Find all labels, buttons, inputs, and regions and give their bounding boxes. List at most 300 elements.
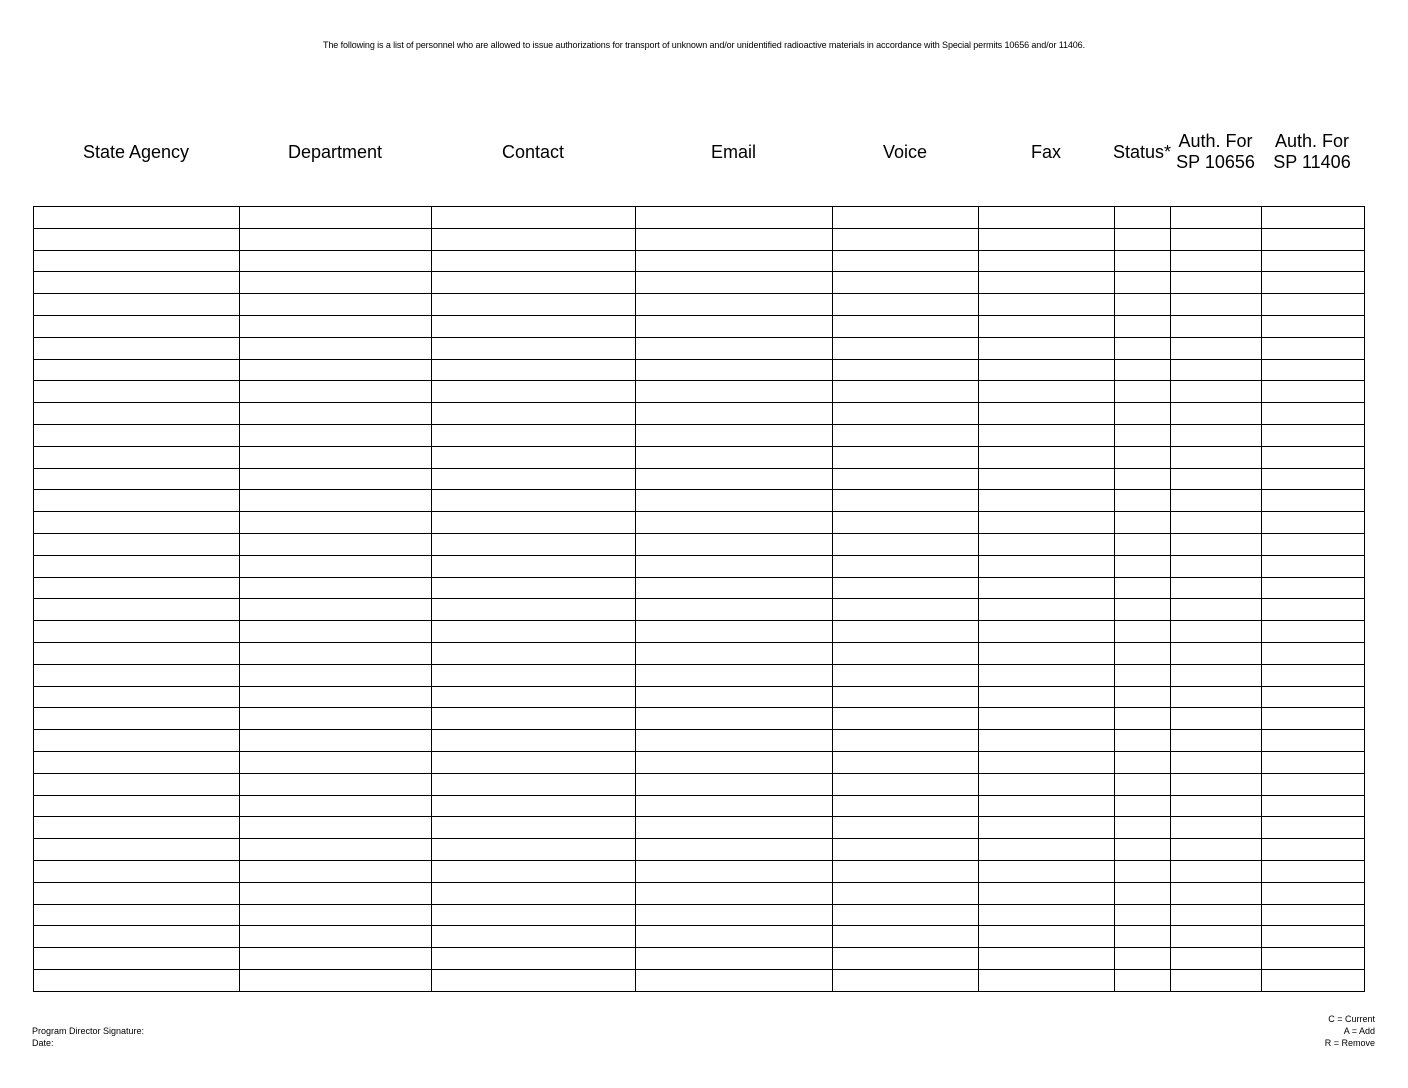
- cell-auth-sp-11406[interactable]: [1262, 599, 1365, 621]
- cell-voice[interactable]: [833, 642, 979, 664]
- cell-auth-sp-11406[interactable]: [1262, 664, 1365, 686]
- cell-voice[interactable]: [833, 730, 979, 752]
- cell-status[interactable]: [1115, 882, 1171, 904]
- cell-auth-sp-11406[interactable]: [1262, 773, 1365, 795]
- cell-department[interactable]: [240, 337, 432, 359]
- cell-auth-sp-11406[interactable]: [1262, 272, 1365, 294]
- cell-contact[interactable]: [432, 381, 636, 403]
- cell-state-agency[interactable]: [34, 228, 240, 250]
- cell-auth-sp-10656[interactable]: [1171, 686, 1262, 708]
- cell-auth-sp-11406[interactable]: [1262, 512, 1365, 534]
- cell-status[interactable]: [1115, 381, 1171, 403]
- cell-auth-sp-10656[interactable]: [1171, 228, 1262, 250]
- cell-auth-sp-10656[interactable]: [1171, 315, 1262, 337]
- cell-auth-sp-10656[interactable]: [1171, 424, 1262, 446]
- cell-contact[interactable]: [432, 969, 636, 991]
- cell-voice[interactable]: [833, 904, 979, 926]
- cell-fax[interactable]: [979, 359, 1115, 381]
- cell-status[interactable]: [1115, 490, 1171, 512]
- cell-voice[interactable]: [833, 839, 979, 861]
- cell-department[interactable]: [240, 686, 432, 708]
- cell-voice[interactable]: [833, 207, 979, 229]
- cell-voice[interactable]: [833, 555, 979, 577]
- cell-email[interactable]: [636, 468, 833, 490]
- cell-fax[interactable]: [979, 446, 1115, 468]
- cell-contact[interactable]: [432, 250, 636, 272]
- cell-auth-sp-11406[interactable]: [1262, 555, 1365, 577]
- cell-auth-sp-10656[interactable]: [1171, 490, 1262, 512]
- cell-auth-sp-10656[interactable]: [1171, 337, 1262, 359]
- cell-voice[interactable]: [833, 686, 979, 708]
- cell-contact[interactable]: [432, 751, 636, 773]
- cell-department[interactable]: [240, 555, 432, 577]
- cell-auth-sp-11406[interactable]: [1262, 315, 1365, 337]
- cell-email[interactable]: [636, 315, 833, 337]
- cell-department[interactable]: [240, 512, 432, 534]
- cell-auth-sp-10656[interactable]: [1171, 446, 1262, 468]
- cell-contact[interactable]: [432, 490, 636, 512]
- cell-fax[interactable]: [979, 882, 1115, 904]
- cell-fax[interactable]: [979, 555, 1115, 577]
- cell-department[interactable]: [240, 839, 432, 861]
- cell-state-agency[interactable]: [34, 294, 240, 316]
- cell-voice[interactable]: [833, 708, 979, 730]
- cell-state-agency[interactable]: [34, 446, 240, 468]
- cell-email[interactable]: [636, 359, 833, 381]
- cell-fax[interactable]: [979, 424, 1115, 446]
- cell-state-agency[interactable]: [34, 926, 240, 948]
- cell-status[interactable]: [1115, 926, 1171, 948]
- cell-email[interactable]: [636, 577, 833, 599]
- cell-state-agency[interactable]: [34, 904, 240, 926]
- cell-auth-sp-10656[interactable]: [1171, 250, 1262, 272]
- cell-email[interactable]: [636, 381, 833, 403]
- cell-state-agency[interactable]: [34, 839, 240, 861]
- cell-auth-sp-11406[interactable]: [1262, 468, 1365, 490]
- cell-auth-sp-11406[interactable]: [1262, 403, 1365, 425]
- cell-auth-sp-10656[interactable]: [1171, 577, 1262, 599]
- cell-auth-sp-10656[interactable]: [1171, 664, 1262, 686]
- cell-voice[interactable]: [833, 664, 979, 686]
- cell-voice[interactable]: [833, 621, 979, 643]
- cell-contact[interactable]: [432, 468, 636, 490]
- cell-department[interactable]: [240, 446, 432, 468]
- cell-status[interactable]: [1115, 686, 1171, 708]
- cell-fax[interactable]: [979, 817, 1115, 839]
- cell-contact[interactable]: [432, 294, 636, 316]
- cell-status[interactable]: [1115, 621, 1171, 643]
- cell-voice[interactable]: [833, 795, 979, 817]
- cell-contact[interactable]: [432, 272, 636, 294]
- cell-auth-sp-10656[interactable]: [1171, 359, 1262, 381]
- cell-contact[interactable]: [432, 621, 636, 643]
- cell-auth-sp-10656[interactable]: [1171, 969, 1262, 991]
- cell-status[interactable]: [1115, 948, 1171, 970]
- cell-contact[interactable]: [432, 773, 636, 795]
- cell-department[interactable]: [240, 664, 432, 686]
- cell-auth-sp-11406[interactable]: [1262, 381, 1365, 403]
- cell-email[interactable]: [636, 904, 833, 926]
- cell-auth-sp-10656[interactable]: [1171, 533, 1262, 555]
- cell-department[interactable]: [240, 751, 432, 773]
- cell-auth-sp-10656[interactable]: [1171, 294, 1262, 316]
- cell-state-agency[interactable]: [34, 272, 240, 294]
- cell-auth-sp-11406[interactable]: [1262, 359, 1365, 381]
- cell-auth-sp-11406[interactable]: [1262, 751, 1365, 773]
- cell-fax[interactable]: [979, 468, 1115, 490]
- cell-email[interactable]: [636, 207, 833, 229]
- cell-voice[interactable]: [833, 817, 979, 839]
- cell-status[interactable]: [1115, 904, 1171, 926]
- cell-auth-sp-10656[interactable]: [1171, 468, 1262, 490]
- cell-auth-sp-10656[interactable]: [1171, 926, 1262, 948]
- cell-contact[interactable]: [432, 860, 636, 882]
- cell-state-agency[interactable]: [34, 773, 240, 795]
- cell-contact[interactable]: [432, 403, 636, 425]
- cell-department[interactable]: [240, 577, 432, 599]
- cell-fax[interactable]: [979, 904, 1115, 926]
- cell-email[interactable]: [636, 446, 833, 468]
- cell-email[interactable]: [636, 948, 833, 970]
- cell-email[interactable]: [636, 250, 833, 272]
- cell-contact[interactable]: [432, 642, 636, 664]
- cell-auth-sp-11406[interactable]: [1262, 228, 1365, 250]
- cell-email[interactable]: [636, 795, 833, 817]
- cell-department[interactable]: [240, 228, 432, 250]
- cell-auth-sp-11406[interactable]: [1262, 337, 1365, 359]
- cell-status[interactable]: [1115, 403, 1171, 425]
- cell-auth-sp-11406[interactable]: [1262, 708, 1365, 730]
- cell-department[interactable]: [240, 621, 432, 643]
- cell-email[interactable]: [636, 533, 833, 555]
- cell-auth-sp-11406[interactable]: [1262, 621, 1365, 643]
- cell-status[interactable]: [1115, 642, 1171, 664]
- cell-state-agency[interactable]: [34, 490, 240, 512]
- cell-fax[interactable]: [979, 599, 1115, 621]
- cell-voice[interactable]: [833, 948, 979, 970]
- cell-fax[interactable]: [979, 228, 1115, 250]
- cell-auth-sp-11406[interactable]: [1262, 795, 1365, 817]
- cell-auth-sp-11406[interactable]: [1262, 577, 1365, 599]
- cell-fax[interactable]: [979, 860, 1115, 882]
- cell-department[interactable]: [240, 250, 432, 272]
- cell-contact[interactable]: [432, 686, 636, 708]
- cell-auth-sp-11406[interactable]: [1262, 424, 1365, 446]
- cell-voice[interactable]: [833, 533, 979, 555]
- cell-voice[interactable]: [833, 424, 979, 446]
- cell-department[interactable]: [240, 424, 432, 446]
- cell-status[interactable]: [1115, 359, 1171, 381]
- cell-voice[interactable]: [833, 512, 979, 534]
- cell-auth-sp-10656[interactable]: [1171, 207, 1262, 229]
- cell-contact[interactable]: [432, 664, 636, 686]
- cell-contact[interactable]: [432, 882, 636, 904]
- cell-voice[interactable]: [833, 926, 979, 948]
- cell-voice[interactable]: [833, 381, 979, 403]
- cell-status[interactable]: [1115, 969, 1171, 991]
- cell-contact[interactable]: [432, 795, 636, 817]
- cell-department[interactable]: [240, 533, 432, 555]
- cell-auth-sp-10656[interactable]: [1171, 708, 1262, 730]
- cell-email[interactable]: [636, 424, 833, 446]
- cell-email[interactable]: [636, 272, 833, 294]
- cell-state-agency[interactable]: [34, 207, 240, 229]
- cell-state-agency[interactable]: [34, 751, 240, 773]
- cell-fax[interactable]: [979, 948, 1115, 970]
- cell-status[interactable]: [1115, 860, 1171, 882]
- cell-fax[interactable]: [979, 642, 1115, 664]
- cell-state-agency[interactable]: [34, 359, 240, 381]
- cell-contact[interactable]: [432, 533, 636, 555]
- cell-department[interactable]: [240, 599, 432, 621]
- cell-fax[interactable]: [979, 839, 1115, 861]
- cell-contact[interactable]: [432, 228, 636, 250]
- cell-fax[interactable]: [979, 577, 1115, 599]
- cell-auth-sp-11406[interactable]: [1262, 250, 1365, 272]
- cell-department[interactable]: [240, 207, 432, 229]
- cell-fax[interactable]: [979, 403, 1115, 425]
- cell-department[interactable]: [240, 948, 432, 970]
- cell-contact[interactable]: [432, 839, 636, 861]
- cell-status[interactable]: [1115, 817, 1171, 839]
- cell-email[interactable]: [636, 403, 833, 425]
- cell-fax[interactable]: [979, 272, 1115, 294]
- cell-voice[interactable]: [833, 403, 979, 425]
- cell-fax[interactable]: [979, 751, 1115, 773]
- cell-contact[interactable]: [432, 359, 636, 381]
- cell-contact[interactable]: [432, 926, 636, 948]
- cell-email[interactable]: [636, 294, 833, 316]
- cell-state-agency[interactable]: [34, 969, 240, 991]
- cell-contact[interactable]: [432, 730, 636, 752]
- cell-auth-sp-11406[interactable]: [1262, 860, 1365, 882]
- cell-status[interactable]: [1115, 337, 1171, 359]
- cell-voice[interactable]: [833, 860, 979, 882]
- cell-state-agency[interactable]: [34, 403, 240, 425]
- cell-contact[interactable]: [432, 817, 636, 839]
- cell-department[interactable]: [240, 860, 432, 882]
- cell-auth-sp-11406[interactable]: [1262, 490, 1365, 512]
- cell-status[interactable]: [1115, 730, 1171, 752]
- cell-voice[interactable]: [833, 490, 979, 512]
- cell-voice[interactable]: [833, 272, 979, 294]
- cell-status[interactable]: [1115, 533, 1171, 555]
- cell-status[interactable]: [1115, 228, 1171, 250]
- cell-status[interactable]: [1115, 446, 1171, 468]
- cell-state-agency[interactable]: [34, 642, 240, 664]
- cell-auth-sp-10656[interactable]: [1171, 882, 1262, 904]
- cell-email[interactable]: [636, 839, 833, 861]
- cell-email[interactable]: [636, 512, 833, 534]
- cell-state-agency[interactable]: [34, 315, 240, 337]
- cell-voice[interactable]: [833, 468, 979, 490]
- cell-email[interactable]: [636, 599, 833, 621]
- cell-department[interactable]: [240, 272, 432, 294]
- cell-auth-sp-11406[interactable]: [1262, 904, 1365, 926]
- cell-email[interactable]: [636, 730, 833, 752]
- cell-state-agency[interactable]: [34, 860, 240, 882]
- cell-auth-sp-11406[interactable]: [1262, 948, 1365, 970]
- cell-state-agency[interactable]: [34, 686, 240, 708]
- cell-department[interactable]: [240, 403, 432, 425]
- cell-status[interactable]: [1115, 315, 1171, 337]
- cell-auth-sp-10656[interactable]: [1171, 555, 1262, 577]
- cell-contact[interactable]: [432, 577, 636, 599]
- cell-status[interactable]: [1115, 555, 1171, 577]
- cell-state-agency[interactable]: [34, 512, 240, 534]
- cell-status[interactable]: [1115, 708, 1171, 730]
- cell-fax[interactable]: [979, 381, 1115, 403]
- cell-status[interactable]: [1115, 207, 1171, 229]
- cell-fax[interactable]: [979, 337, 1115, 359]
- cell-department[interactable]: [240, 381, 432, 403]
- cell-email[interactable]: [636, 969, 833, 991]
- cell-department[interactable]: [240, 795, 432, 817]
- cell-fax[interactable]: [979, 926, 1115, 948]
- cell-fax[interactable]: [979, 773, 1115, 795]
- cell-email[interactable]: [636, 860, 833, 882]
- cell-department[interactable]: [240, 882, 432, 904]
- cell-auth-sp-10656[interactable]: [1171, 642, 1262, 664]
- cell-status[interactable]: [1115, 599, 1171, 621]
- cell-state-agency[interactable]: [34, 337, 240, 359]
- cell-status[interactable]: [1115, 664, 1171, 686]
- cell-contact[interactable]: [432, 512, 636, 534]
- cell-auth-sp-11406[interactable]: [1262, 207, 1365, 229]
- cell-status[interactable]: [1115, 468, 1171, 490]
- cell-state-agency[interactable]: [34, 468, 240, 490]
- cell-contact[interactable]: [432, 207, 636, 229]
- cell-auth-sp-10656[interactable]: [1171, 839, 1262, 861]
- cell-state-agency[interactable]: [34, 599, 240, 621]
- cell-fax[interactable]: [979, 686, 1115, 708]
- cell-email[interactable]: [636, 926, 833, 948]
- cell-fax[interactable]: [979, 708, 1115, 730]
- cell-state-agency[interactable]: [34, 424, 240, 446]
- cell-fax[interactable]: [979, 621, 1115, 643]
- cell-status[interactable]: [1115, 272, 1171, 294]
- cell-email[interactable]: [636, 686, 833, 708]
- cell-voice[interactable]: [833, 337, 979, 359]
- cell-auth-sp-11406[interactable]: [1262, 730, 1365, 752]
- cell-auth-sp-10656[interactable]: [1171, 795, 1262, 817]
- cell-contact[interactable]: [432, 337, 636, 359]
- cell-email[interactable]: [636, 228, 833, 250]
- cell-contact[interactable]: [432, 446, 636, 468]
- cell-auth-sp-11406[interactable]: [1262, 926, 1365, 948]
- cell-auth-sp-11406[interactable]: [1262, 969, 1365, 991]
- cell-contact[interactable]: [432, 904, 636, 926]
- cell-department[interactable]: [240, 730, 432, 752]
- cell-fax[interactable]: [979, 294, 1115, 316]
- cell-auth-sp-10656[interactable]: [1171, 621, 1262, 643]
- cell-email[interactable]: [636, 555, 833, 577]
- cell-fax[interactable]: [979, 664, 1115, 686]
- cell-state-agency[interactable]: [34, 708, 240, 730]
- cell-state-agency[interactable]: [34, 577, 240, 599]
- cell-email[interactable]: [636, 490, 833, 512]
- cell-state-agency[interactable]: [34, 533, 240, 555]
- cell-status[interactable]: [1115, 512, 1171, 534]
- cell-state-agency[interactable]: [34, 795, 240, 817]
- cell-voice[interactable]: [833, 446, 979, 468]
- cell-email[interactable]: [636, 621, 833, 643]
- cell-contact[interactable]: [432, 315, 636, 337]
- cell-email[interactable]: [636, 773, 833, 795]
- cell-email[interactable]: [636, 337, 833, 359]
- cell-contact[interactable]: [432, 424, 636, 446]
- cell-voice[interactable]: [833, 751, 979, 773]
- cell-contact[interactable]: [432, 599, 636, 621]
- cell-fax[interactable]: [979, 795, 1115, 817]
- cell-auth-sp-11406[interactable]: [1262, 839, 1365, 861]
- cell-department[interactable]: [240, 926, 432, 948]
- cell-fax[interactable]: [979, 512, 1115, 534]
- cell-auth-sp-10656[interactable]: [1171, 381, 1262, 403]
- cell-state-agency[interactable]: [34, 882, 240, 904]
- cell-department[interactable]: [240, 904, 432, 926]
- cell-department[interactable]: [240, 817, 432, 839]
- cell-voice[interactable]: [833, 577, 979, 599]
- cell-state-agency[interactable]: [34, 817, 240, 839]
- cell-auth-sp-10656[interactable]: [1171, 773, 1262, 795]
- cell-status[interactable]: [1115, 795, 1171, 817]
- cell-auth-sp-11406[interactable]: [1262, 817, 1365, 839]
- cell-status[interactable]: [1115, 424, 1171, 446]
- cell-status[interactable]: [1115, 773, 1171, 795]
- cell-contact[interactable]: [432, 555, 636, 577]
- cell-email[interactable]: [636, 751, 833, 773]
- cell-email[interactable]: [636, 708, 833, 730]
- cell-voice[interactable]: [833, 294, 979, 316]
- cell-auth-sp-10656[interactable]: [1171, 599, 1262, 621]
- cell-department[interactable]: [240, 315, 432, 337]
- cell-contact[interactable]: [432, 948, 636, 970]
- cell-auth-sp-10656[interactable]: [1171, 860, 1262, 882]
- cell-email[interactable]: [636, 642, 833, 664]
- cell-auth-sp-10656[interactable]: [1171, 403, 1262, 425]
- cell-voice[interactable]: [833, 773, 979, 795]
- cell-voice[interactable]: [833, 315, 979, 337]
- cell-department[interactable]: [240, 294, 432, 316]
- cell-department[interactable]: [240, 359, 432, 381]
- cell-state-agency[interactable]: [34, 664, 240, 686]
- cell-fax[interactable]: [979, 730, 1115, 752]
- cell-state-agency[interactable]: [34, 730, 240, 752]
- cell-voice[interactable]: [833, 969, 979, 991]
- cell-fax[interactable]: [979, 250, 1115, 272]
- cell-department[interactable]: [240, 773, 432, 795]
- cell-auth-sp-10656[interactable]: [1171, 948, 1262, 970]
- cell-voice[interactable]: [833, 250, 979, 272]
- cell-fax[interactable]: [979, 533, 1115, 555]
- cell-email[interactable]: [636, 817, 833, 839]
- cell-status[interactable]: [1115, 839, 1171, 861]
- cell-fax[interactable]: [979, 969, 1115, 991]
- cell-department[interactable]: [240, 969, 432, 991]
- cell-auth-sp-11406[interactable]: [1262, 642, 1365, 664]
- cell-voice[interactable]: [833, 882, 979, 904]
- cell-status[interactable]: [1115, 577, 1171, 599]
- cell-voice[interactable]: [833, 599, 979, 621]
- cell-email[interactable]: [636, 664, 833, 686]
- cell-contact[interactable]: [432, 708, 636, 730]
- cell-department[interactable]: [240, 642, 432, 664]
- cell-department[interactable]: [240, 468, 432, 490]
- cell-status[interactable]: [1115, 294, 1171, 316]
- cell-email[interactable]: [636, 882, 833, 904]
- cell-auth-sp-11406[interactable]: [1262, 882, 1365, 904]
